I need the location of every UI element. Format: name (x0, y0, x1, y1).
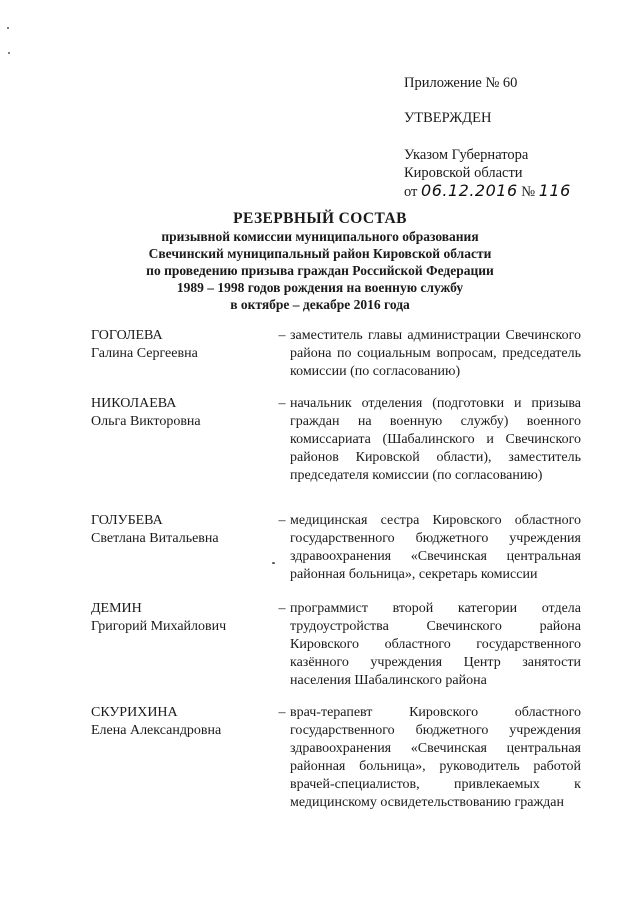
member-name (91, 395, 269, 431)
member-name (91, 600, 269, 636)
member-given-name: Ольга Викторовна (91, 414, 201, 429)
member-surname: СКУРИХИНА (91, 705, 178, 720)
title-line: по проведению призыва граждан Российской Федерации (146, 263, 494, 278)
decree-line-2: Кировской области (404, 165, 523, 181)
number-prefix: № (521, 184, 536, 200)
title-line: призывной комиссии муниципального образования (161, 229, 479, 244)
member-role: начальник отделения (подготовки и призыва граждан на военную службу) военного комиссариата (Шабалинского и Свечинского районов Кировской области), заместитель председателя комиссии (по согласованию) (290, 396, 581, 483)
member-dash: – (278, 328, 286, 343)
approval-block (404, 74, 624, 201)
member-entry (91, 512, 581, 600)
decree-date-line (404, 182, 624, 201)
title-line: в октябре – декабре 2016 года (230, 297, 410, 312)
title-line: Свечинский муниципальный район Кировской области (148, 246, 492, 261)
member-dash: – (278, 513, 286, 528)
member-name (91, 704, 269, 740)
members-list (91, 327, 581, 824)
appendix-number: Приложение № 60 (404, 75, 518, 91)
member-surname: ГОЛУБЕВА (91, 513, 163, 528)
member-name (91, 512, 269, 548)
member-entry (91, 600, 581, 704)
member-surname: ДЕМИН (91, 601, 142, 616)
member-given-name: Елена Александровна (91, 723, 222, 738)
member-dash: – (278, 705, 286, 720)
title-line: 1989 – 1998 годов рождения на военную службу (176, 280, 464, 295)
member-role: медицинская сестра Кировского областного государственного бюджетного учреждения здравоохранения «Свечинская центральная районная больница», секретарь комиссии (290, 513, 581, 582)
member-entry (91, 395, 581, 512)
member-given-name: Галина Сергеевна (91, 346, 198, 361)
member-surname: НИКОЛАЕВА (91, 396, 177, 411)
handwritten-date: 06.12.2016 (421, 181, 518, 200)
scan-mark (7, 27, 9, 29)
scan-mark (8, 52, 10, 54)
member-role: программист второй категории отдела трудоустройства Свечинского района Кировского областного государственного казённого учреждения Центр занятости населения Шабалинского района (290, 601, 581, 688)
document-title (90, 209, 550, 313)
member-role: заместитель главы администрации Свечинского района по социальным вопросам, председатель комиссии (по согласованию) (290, 328, 581, 379)
member-given-name: Светлана Витальевна (91, 531, 219, 546)
handwritten-number: 116 (538, 181, 571, 200)
member-entry (91, 327, 581, 395)
member-role: врач-терапевт Кировского областного государственного бюджетного учреждения здравоохранения «Свечинская центральная районная больница», руководитель работой врачей-специалистов, привлекаемых к медицинскому освидетельствованию граждан (290, 705, 581, 810)
member-given-name: Григорий Михайлович (91, 619, 227, 634)
member-entry (91, 704, 581, 824)
member-surname: ГОГОЛЕВА (91, 328, 163, 343)
member-dash: – (278, 601, 286, 616)
title-main: РЕЗЕРВНЫЙ СОСТАВ (233, 210, 407, 227)
decree-line-1: Указом Губернатора (404, 147, 529, 163)
date-prefix: от (404, 184, 418, 200)
member-dash: – (278, 396, 286, 411)
approved-label: УТВЕРЖДЕН (404, 110, 492, 126)
member-name (91, 327, 269, 363)
